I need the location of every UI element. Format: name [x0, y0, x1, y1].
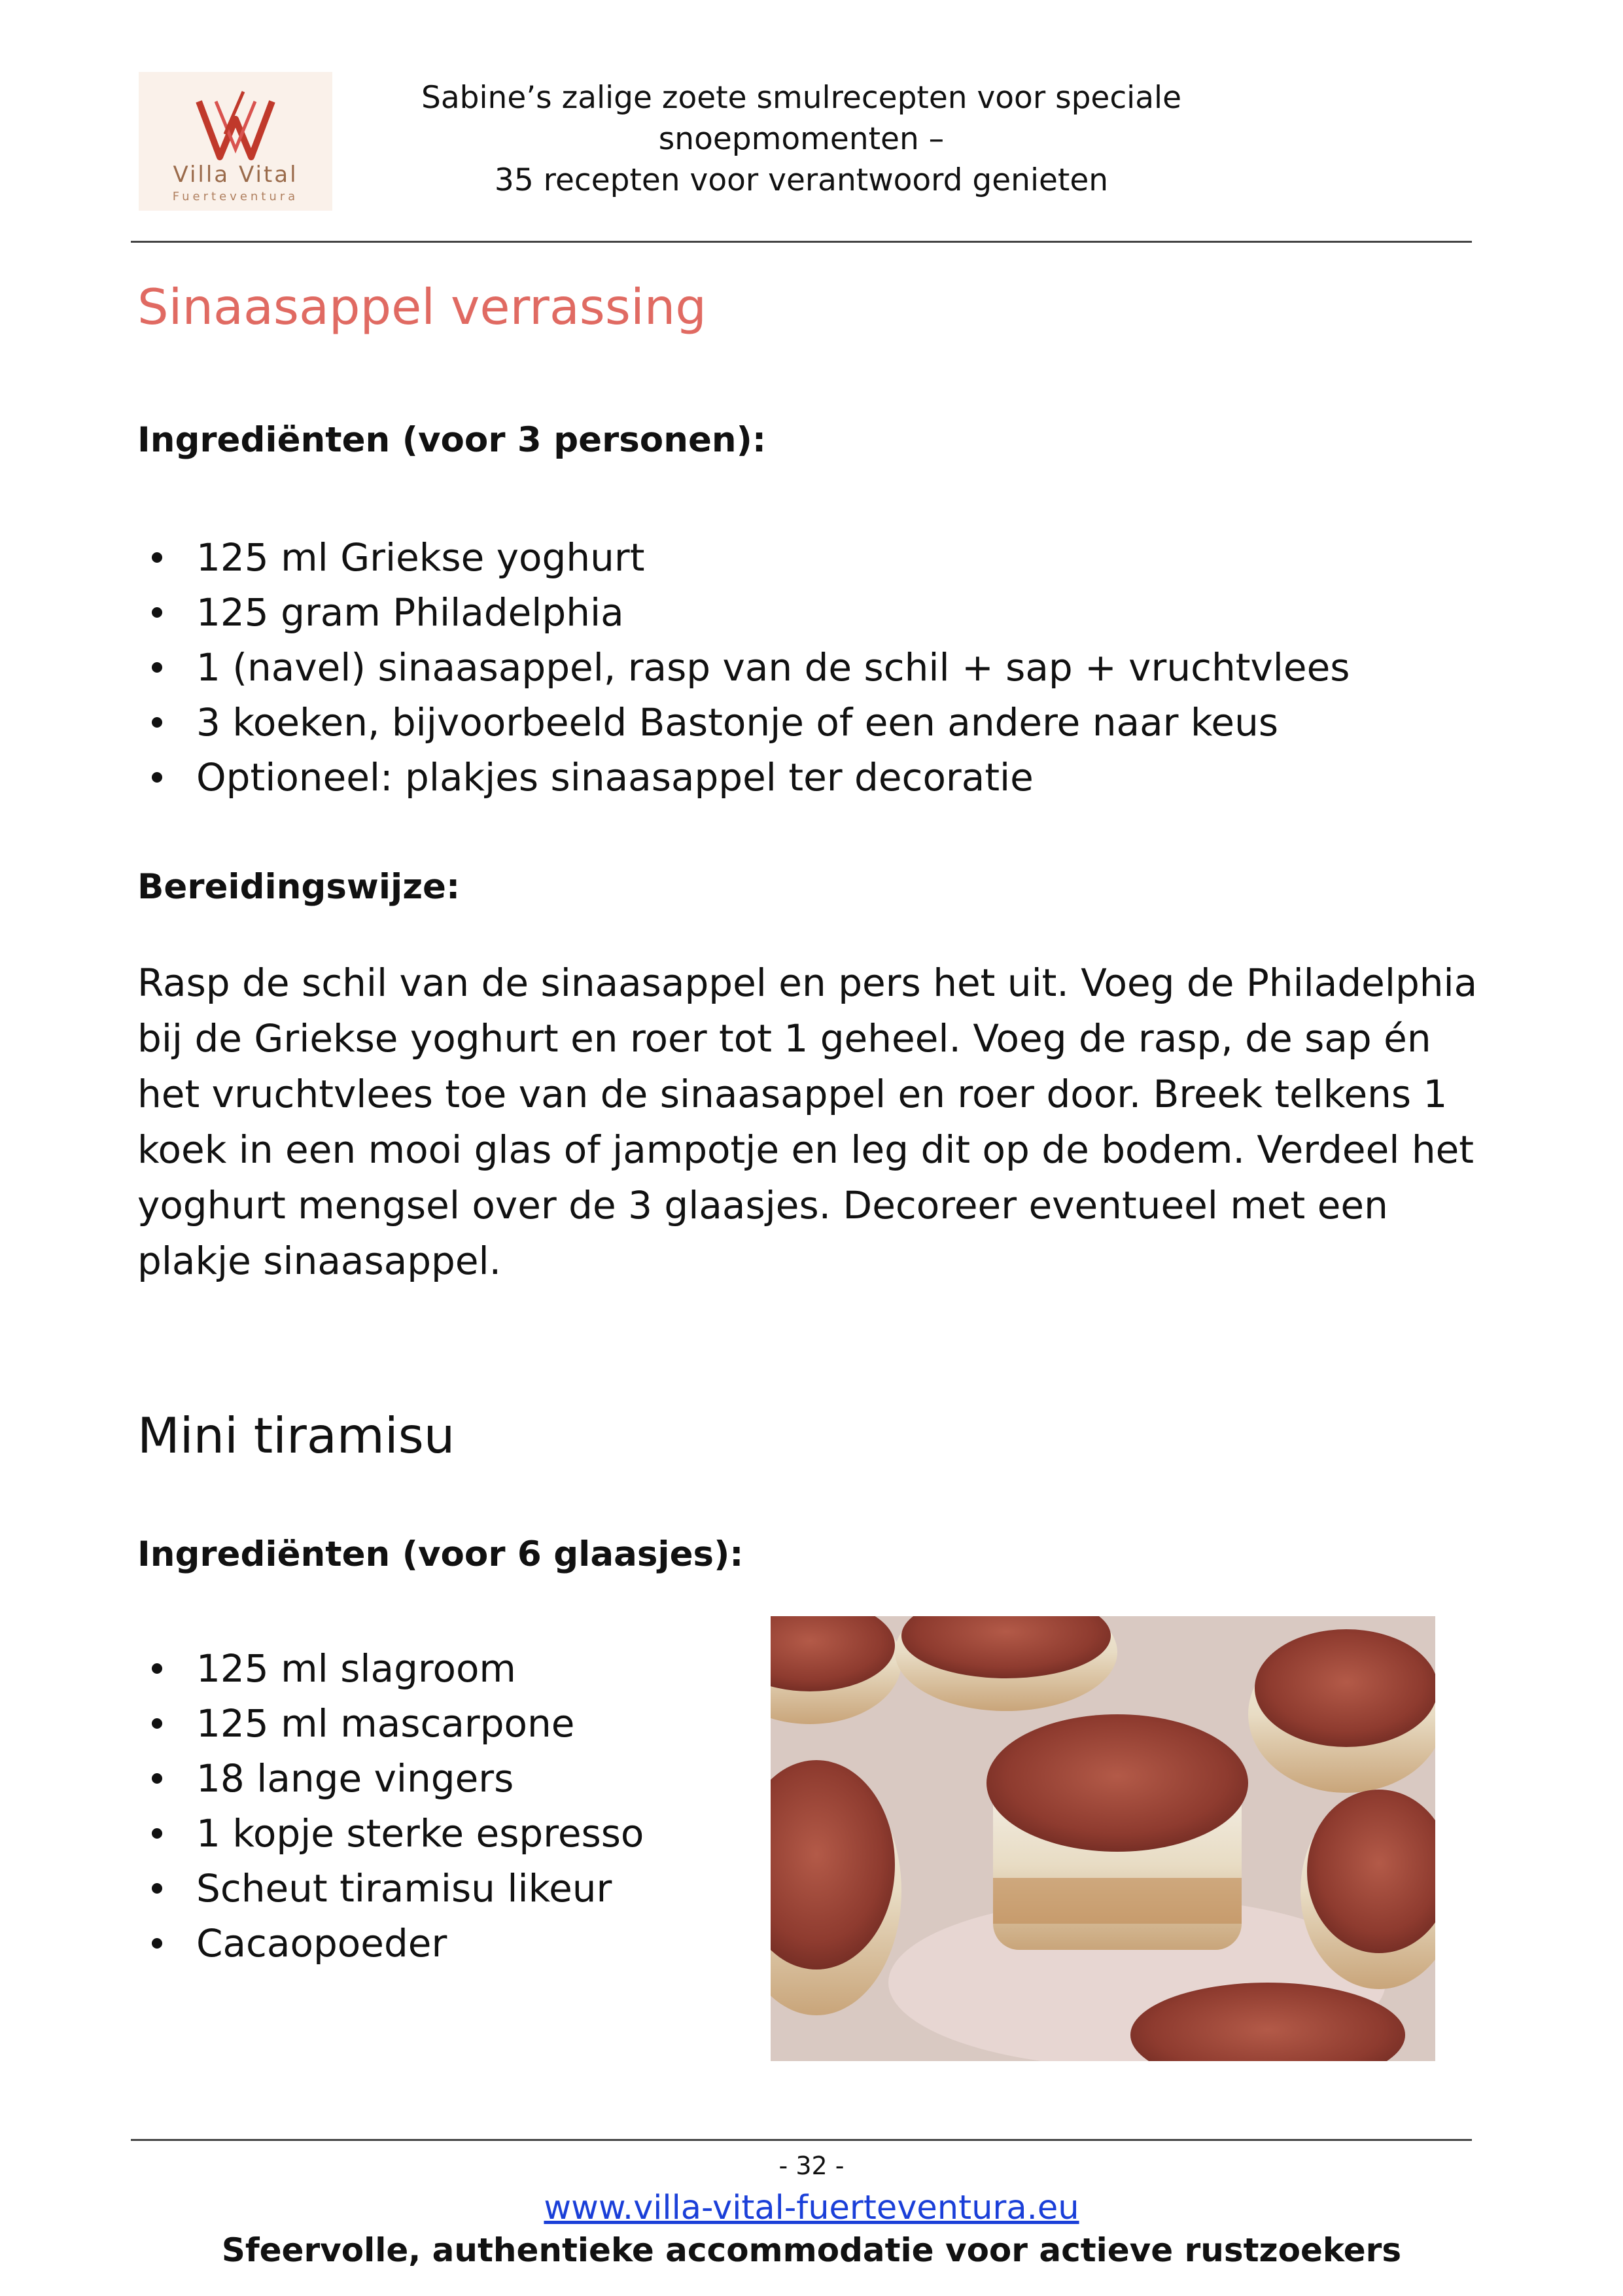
header-line-3: 35 recepten voor verantwoord genieten	[494, 162, 1109, 198]
ingredient-item: 1 kopje sterke espresso	[137, 1806, 644, 1861]
ingredient-item: Scheut tiramisu likeur	[137, 1861, 644, 1916]
method-line: yoghurt mengsel over de 3 glaasjes. Decoreer eventueel met een	[137, 1183, 1388, 1227]
method-line: plakje sinaasappel.	[137, 1239, 502, 1283]
recipe-1-method-heading: Bereidingswijze:	[137, 867, 461, 907]
ingredient-item: 3 koeken, bijvoorbeeld Bastonje of een andere naar keus	[137, 695, 1350, 750]
ingredient-item: Optioneel: plakjes sinaasappel ter decoratie	[137, 750, 1350, 805]
method-line: het vruchtvlees toe van de sinaasappel en roer door. Breek telkens 1	[137, 1072, 1448, 1116]
ingredient-item: 125 ml mascarpone	[137, 1696, 644, 1751]
method-line: koek in een mooi glas of jampotje en leg dit op de bodem. Verdeel het	[137, 1127, 1474, 1172]
header-title	[353, 77, 1249, 201]
recipe-1-title: Sinaasappel verrassing	[137, 278, 707, 336]
recipe-2-title: Mini tiramisu	[137, 1407, 455, 1464]
page-number: - 32 -	[778, 2151, 845, 2180]
svg-text:Fuerteventura: Fuerteventura	[172, 190, 299, 203]
tiramisu-photo	[771, 1616, 1435, 2061]
recipe-1-method-text	[137, 955, 1478, 1289]
recipe-1-ingredients-heading: Ingrediënten (voor 3 personen):	[137, 420, 767, 460]
footer-tagline: Sfeervolle, authentieke accommodatie voor actieve rustzoekers	[221, 2231, 1402, 2269]
header-line-1: Sabine’s zalige zoete smulrecepten voor speciale	[421, 80, 1181, 116]
recipe-1-ingredients-list	[137, 530, 1350, 805]
footer-divider	[131, 2139, 1472, 2141]
villa-vital-logo	[139, 72, 332, 211]
ingredient-item: 125 ml Griekse yoghurt	[137, 530, 1350, 585]
header-divider	[131, 241, 1472, 243]
ingredient-item: 125 ml slagroom	[137, 1641, 644, 1696]
recipe-2-ingredients-heading: Ingrediënten (voor 6 glaasjes):	[137, 1534, 744, 1574]
method-line: bij de Griekse yoghurt en roer tot 1 geheel. Voeg de rasp, de sap én	[137, 1016, 1431, 1061]
ingredient-item: 125 gram Philadelphia	[137, 585, 1350, 640]
method-line: Rasp de schil van de sinaasappel en pers het uit. Voeg de Philadelphia	[137, 961, 1478, 1005]
svg-text:Villa Vital: Villa Vital	[173, 162, 298, 188]
ingredient-item: Cacaopoeder	[137, 1916, 644, 1971]
ingredient-item: 1 (navel) sinaasappel, rasp van de schil + sap + vruchtvlees	[137, 640, 1350, 695]
website-link[interactable]: www.villa-vital-fuerteventura.eu	[544, 2189, 1079, 2227]
header-line-2: snoepmomenten –	[658, 121, 945, 157]
recipe-2-ingredients-list	[137, 1641, 644, 1971]
ingredient-item: 18 lange vingers	[137, 1751, 644, 1806]
